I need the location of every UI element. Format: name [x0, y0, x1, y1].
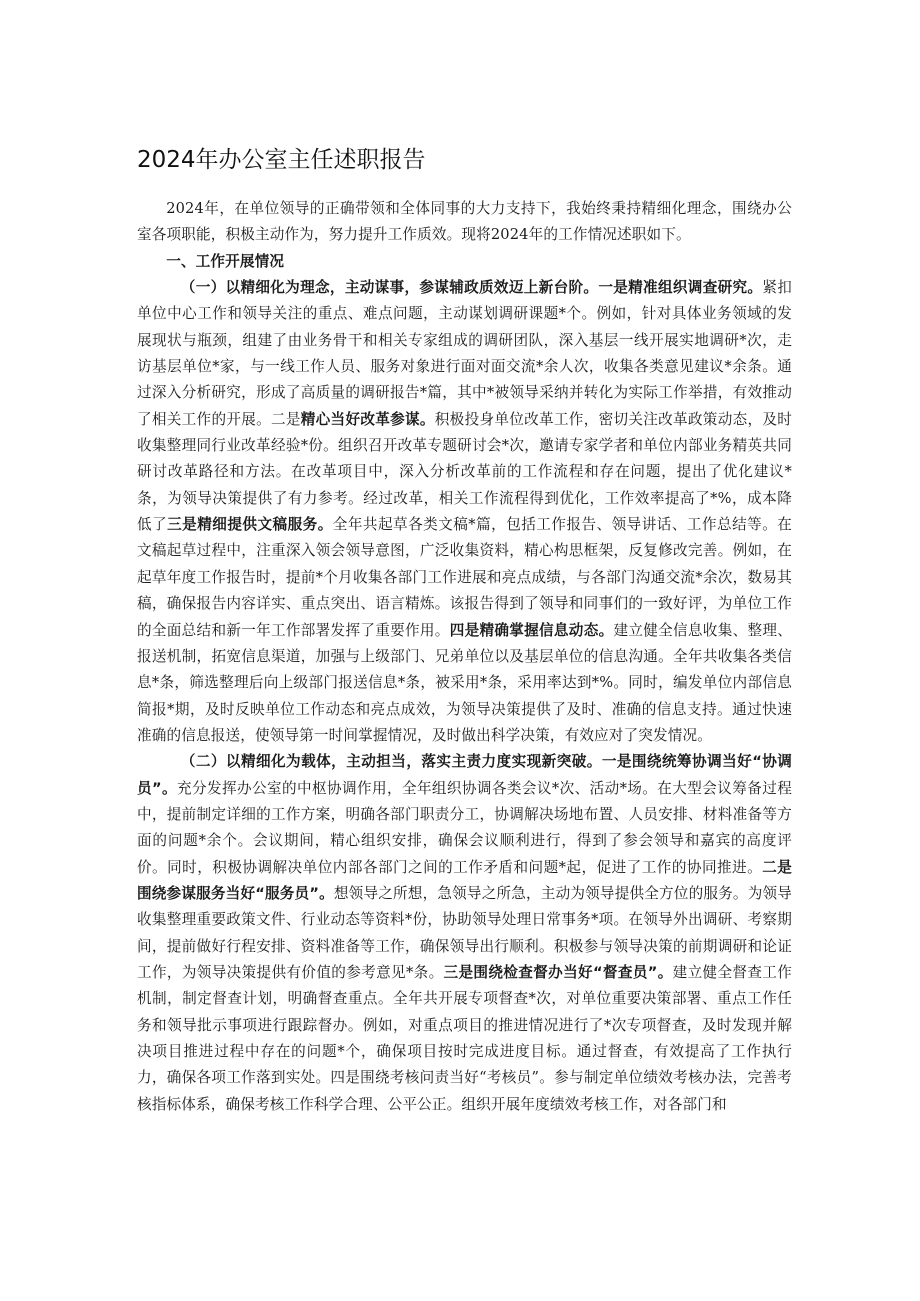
p1-s1-title: 一是精准组织调查研究。 [598, 279, 763, 297]
p2-s1-title: 一是围绕统筹协调当好“协调员”。 [137, 753, 793, 797]
intro-paragraph: 2024年，在单位领导的正确带领和全体同事的大力支持下，我始终秉持精细化理念，围绕办公室各项职能，积极主动作为，努力提升工作质效。现将2024年的工作情况述职如下。 [137, 200, 792, 244]
p1-heading: （一）以精细化为理念，主动谋事，参谋辅政质效迈上新台阶。 [180, 279, 599, 297]
p1-s2-text: 积极投身单位改革工作，密切关注改革政策动态，及时收集整理同行业改革经验*份。组织召开改革专题研讨会*次，邀请专家学者和单位内部业务精英共同研讨改革路径和方法。在改革项目中，深入分析改革前的工作流程和存在问题，提出了优化建议*条，为领导决策提供了有力参考。经过改革，相关工作流程得到优化，工作效率提高了*%，成本降低了 [137, 410, 792, 534]
p2-s3-title: 三是围绕检查督办当好“督查员”。 [443, 963, 673, 981]
document-body [137, 196, 792, 1118]
p1-s4-title: 四是精确掌握信息动态。 [449, 621, 614, 639]
p1-s4-text: 建立健全信息收集、整理、报送机制，拓宽信息渠道，加强与上级部门、兄弟单位以及基层单位的信息沟通。全年共收集各类信息*条，筛选整理后向上级部门报送信息*条，被采用*条，采用率达到*%。同时，编发单位内部信息简报*期，及时反映单位工作动态和亮点成效，为领导决策提供了及时、准确的信息支持。通过快速准确的信息报送，使领导第一时间掌握情况，及时做出科学决策，有效应对了突发情况。 [137, 621, 792, 744]
p1-s3-text: 全年共起草各类文稿*篇，包括工作报告、领导讲话、工作总结等。在文稿起草过程中，注重深入领会领导意图，广泛收集资料，精心构思框架，反复修改完善。例如，在起草年度工作报告时，提前*个月收集各部门工作进展和亮点成绩，与各部门沟通交流*余次，数易其稿，确保报告内容详实、重点突出、语言精炼。该报告得到了领导和同事们的一致好评，为单位工作的全面总结和新一年工作部署发挥了重要作用。 [137, 516, 792, 639]
paragraph-1 [137, 275, 792, 749]
p2-s2-text: 想领导之所想，急领导之所急，主动为领导提供全方位的服务。为领导收集整理重要政策文件、行业动态等资料*份，协助领导处理日常事务*项。在领导外出调研、考察期间，提前做好行程安排、资料准备等工作，确保领导出行顺利。积极参与领导决策的前期调研和论证工作，为领导决策提供有价值的参考意见*条。 [137, 884, 792, 981]
document-page [137, 0, 792, 1118]
p2-s3-text: 建立健全督查工作机制，制定督查计划，明确督查重点。全年共开展专项督查*次，对单位重要决策部署、重点工作任务和领导批示事项进行跟踪督办。例如，对重点项目的推进情况进行了*次专项督查，及时发现并解决项目推进过程中存在的问题*个，确保项目按时完成进度目标。通过督查，有效提高了工作执行力，确保各项工作落到实处。四是围绕考核问责当好“考核员”。参与制定单位绩效考核办法，完善考核指标体系，确保考核工作科学合理、公平公正。组织开展年度绩效考核工作，对各部门和 [137, 963, 792, 1113]
p2-s2-title: 二是围绕参谋服务当好“服务员”。 [137, 858, 792, 902]
document-title: 2024年办公室主任述职报告 [137, 147, 426, 173]
p1-s3-title: 三是精细提供文稿服务。 [167, 516, 333, 534]
p1-s1-text: 紧扣单位中心工作和领导关注的重点、难点问题，主动谋划调研课题*个。例如，针对具体业务领域的发展现状与瓶颈，组建了由业务骨干和相关专家组成的调研团队，深入基层一线开展实地调研*次，走访基层单位*家，与一线工作人员、服务对象进行面对面交流*余人次，收集各类意见建议*余条。通过深入分析研究，形成了高质量的调研报告*篇，其中*被领导采纳并转化为实际工作举措，有效推动了相关工作的开展。二是 [137, 279, 792, 428]
p2-s1-text: 充分发挥办公室的中枢协调作用，全年组织协调各类会议*次、活动*场。在大型会议筹备过程中，提前制定详细的工作方案，明确各部门职责分工，协调解决场地布置、人员安排、材料准备等方面的问题*余个。会议期间，精心组织安排，确保会议顺利进行，得到了参会领导和嘉宾的高度评价。同时，积极协调解决单位内部各部门之间的工作矛盾和问题*起，促进了工作的协同推进。 [137, 779, 792, 876]
section-heading: 一、工作开展情况 [166, 252, 285, 270]
p1-s2-title: 精心当好改革参谋。 [300, 410, 435, 428]
p2-heading: （二）以精细化为载体，主动担当，落实主责力度实现新突破。 [180, 753, 602, 771]
paragraph-2 [137, 749, 792, 1118]
